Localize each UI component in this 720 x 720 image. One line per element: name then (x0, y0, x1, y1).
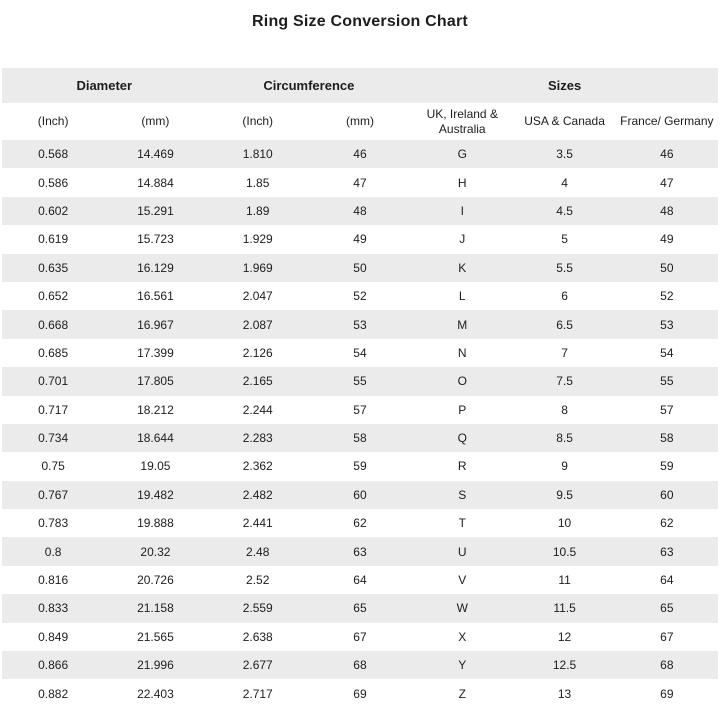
table-cell: 19.482 (137, 487, 174, 502)
table-cell: 9.5 (556, 487, 573, 502)
table-cell: 0.619 (38, 232, 69, 247)
table-cell: 0.586 (38, 175, 69, 190)
table-cell: 63 (353, 544, 367, 559)
table-cell: 68 (353, 658, 367, 673)
table-cell: 1.85 (246, 175, 270, 190)
table-cell: 4.5 (556, 203, 573, 218)
table-cell: 0.75 (41, 459, 65, 474)
table-row (2, 424, 718, 452)
table-cell: 1.89 (246, 203, 270, 218)
table-row (2, 140, 718, 168)
table-cell: 2.165 (242, 374, 273, 389)
group-header-circumference: Circumference (207, 68, 412, 103)
table-cell: 10 (557, 516, 572, 531)
table-cell: 49 (660, 232, 674, 247)
table-cell: 69 (660, 686, 674, 701)
table-cell: 55 (660, 374, 674, 389)
table-cell: X (458, 629, 467, 644)
table-cell: 0.816 (38, 573, 69, 588)
table-row (2, 396, 718, 424)
table-cell: J (459, 232, 466, 247)
table-row (2, 623, 718, 651)
table-cell: 2.559 (242, 601, 273, 616)
table-cell: P (458, 402, 467, 417)
table-cell: 2.482 (242, 487, 273, 502)
table-cell: 8 (561, 402, 568, 417)
table-row (2, 367, 718, 395)
table-cell: L (458, 289, 466, 304)
table-cell: 0.767 (38, 487, 69, 502)
table-cell: 5.5 (556, 260, 573, 275)
column-header-diameter-mm: (mm) (104, 103, 206, 140)
table-cell: 21.565 (137, 629, 174, 644)
table-cell: 13 (557, 686, 572, 701)
table-cell: 57 (353, 402, 367, 417)
table-cell: R (457, 459, 467, 474)
table-cell: 65 (660, 601, 674, 616)
table-cell: 2.677 (242, 658, 273, 673)
table-cell: 22.403 (137, 686, 174, 701)
table-cell: 64 (660, 573, 674, 588)
table-cell: 15.723 (137, 232, 174, 247)
table-row (2, 339, 718, 367)
table-cell: 2.126 (242, 345, 273, 360)
group-header-diameter: Diameter (2, 68, 207, 103)
table-row (2, 310, 718, 338)
table-cell: 11 (558, 573, 571, 588)
table-cell: 67 (353, 629, 367, 644)
table-cell: W (456, 601, 468, 616)
table-cell: 16.129 (137, 260, 174, 275)
table-cell: O (457, 374, 467, 389)
table-cell: 0.833 (38, 601, 69, 616)
table-row (2, 197, 718, 225)
table-cell: T (458, 516, 466, 531)
table-cell: 21.996 (137, 658, 174, 673)
table-cell: H (457, 175, 467, 190)
table-cell: 62 (660, 516, 674, 531)
column-header-circumference-mm: (mm) (309, 103, 411, 140)
table-cell: 0.783 (38, 516, 69, 531)
table-cell: 9 (561, 459, 568, 474)
table-cell: 21.158 (137, 601, 174, 616)
table-row (2, 679, 718, 707)
table-cell: K (458, 260, 467, 275)
table-cell: 53 (660, 317, 674, 332)
table-cell: 60 (660, 487, 674, 502)
table-cell: 6 (561, 289, 568, 304)
table-cell: 2.441 (242, 516, 273, 531)
table-cell: 17.805 (137, 374, 174, 389)
table-cell: 69 (353, 686, 367, 701)
table-cell: 46 (353, 147, 367, 162)
table-cell: 50 (660, 260, 674, 275)
table-cell: 8.5 (556, 431, 573, 446)
table-cell: 58 (353, 431, 367, 446)
group-header-row (2, 68, 718, 103)
table-cell: 53 (353, 317, 367, 332)
table-cell: 12.5 (552, 658, 577, 673)
table-cell: 67 (660, 629, 674, 644)
table-cell: U (457, 544, 467, 559)
table-cell: 7.5 (556, 374, 573, 389)
table-cell: 59 (660, 459, 674, 474)
table-cell: 54 (353, 345, 367, 360)
table-cell: 1.929 (242, 232, 273, 247)
table-cell: 5 (561, 232, 568, 247)
table-cell: 20.726 (137, 573, 174, 588)
table-cell: 0.849 (38, 629, 69, 644)
column-header-usa-canada: USA & Canada (513, 103, 615, 140)
table-cell: 2.047 (242, 289, 273, 304)
table-cell: 15.291 (137, 203, 174, 218)
table-row (2, 537, 718, 565)
table-cell: 59 (353, 459, 367, 474)
table-cell: 0.717 (38, 402, 69, 417)
table-cell: 52 (353, 289, 367, 304)
table-cell: 14.884 (137, 175, 174, 190)
table-cell: 63 (660, 544, 674, 559)
table-cell: Q (457, 431, 467, 446)
table-row (2, 651, 718, 679)
table-cell: 0.8 (44, 544, 62, 559)
table-row (2, 452, 718, 480)
table-cell: 62 (353, 516, 367, 531)
table-cell: 16.561 (137, 289, 174, 304)
table-cell: 12 (557, 629, 572, 644)
ring-size-conversion-table (2, 68, 718, 708)
table-cell: 54 (660, 345, 674, 360)
table-cell: V (458, 573, 467, 588)
table-cell: 2.283 (242, 431, 273, 446)
table-cell: 20.32 (140, 544, 171, 559)
table-cell: 2.362 (242, 459, 273, 474)
table-cell: G (457, 147, 467, 162)
table-cell: 7 (561, 345, 568, 360)
table-cell: 2.52 (246, 573, 270, 588)
table-cell: Y (458, 658, 467, 673)
table-cell: 17.399 (137, 345, 174, 360)
table-cell: 68 (660, 658, 674, 673)
table-cell: 48 (353, 203, 367, 218)
table-row (2, 594, 718, 622)
table-cell: 2.48 (246, 544, 270, 559)
table-row (2, 481, 718, 509)
table-cell: 65 (353, 601, 367, 616)
table-cell: 0.652 (38, 289, 69, 304)
table-cell: 47 (353, 175, 367, 190)
table-cell: 52 (660, 289, 674, 304)
table-row (2, 566, 718, 594)
column-header-row (2, 103, 718, 140)
table-cell: 18.212 (137, 402, 174, 417)
table-cell: 2.717 (242, 686, 273, 701)
table-cell: 19.05 (140, 459, 171, 474)
table-row (2, 168, 718, 196)
table-cell: 0.568 (38, 147, 69, 162)
table-cell: 50 (353, 260, 367, 275)
table-cell: 4 (561, 175, 568, 190)
table-cell: 0.734 (38, 431, 69, 446)
table-cell: 64 (353, 573, 367, 588)
table-cell: 10.5 (552, 544, 577, 559)
table-cell: 0.882 (38, 686, 69, 701)
table-cell: 0.602 (38, 203, 69, 218)
table-cell: 19.888 (137, 516, 174, 531)
table-header (2, 68, 718, 140)
table-cell: 58 (660, 431, 674, 446)
table-row (2, 509, 718, 537)
table-row (2, 282, 718, 310)
table-cell: 2.638 (242, 629, 273, 644)
table-cell: I (460, 203, 464, 218)
table-cell: M (457, 317, 468, 332)
table-cell: 48 (660, 203, 674, 218)
table-cell: 0.668 (38, 317, 69, 332)
page-title: Ring Size Conversion Chart (252, 13, 468, 30)
table-cell: 47 (660, 175, 674, 190)
table-cell: S (458, 487, 467, 502)
table-cell: 6.5 (556, 317, 573, 332)
column-header-france-germany: France/ Germany (616, 103, 718, 140)
table-cell: 49 (353, 232, 367, 247)
table-cell: 1.969 (242, 260, 273, 275)
table-cell: 2.087 (242, 317, 273, 332)
table-cell: 1.810 (242, 147, 273, 162)
table-row (2, 254, 718, 282)
table-cell: 14.469 (137, 147, 174, 162)
table-cell: 2.244 (242, 402, 273, 417)
table-cell: 0.866 (38, 658, 69, 673)
table-cell: 46 (660, 147, 674, 162)
table-cell: 0.701 (38, 374, 69, 389)
table-cell: 55 (353, 374, 367, 389)
group-header-sizes: Sizes (411, 68, 718, 103)
column-header-uk-ireland-australia: UK, Ireland & Australia (411, 103, 513, 140)
table-cell: Z (458, 686, 466, 701)
table-cell: 0.685 (38, 345, 69, 360)
table-cell: N (457, 345, 467, 360)
table-cell: 57 (660, 402, 674, 417)
table-cell: 0.635 (38, 260, 69, 275)
column-header-diameter-inch: (Inch) (2, 103, 104, 140)
table-body (2, 140, 718, 708)
table-cell: 16.967 (137, 317, 174, 332)
table-row (2, 225, 718, 253)
table-cell: 60 (353, 487, 367, 502)
column-header-circumference-inch: (Inch) (207, 103, 309, 140)
table-cell: 3.5 (556, 147, 573, 162)
table-cell: 18.644 (137, 431, 174, 446)
table-cell: 11.5 (553, 601, 576, 616)
